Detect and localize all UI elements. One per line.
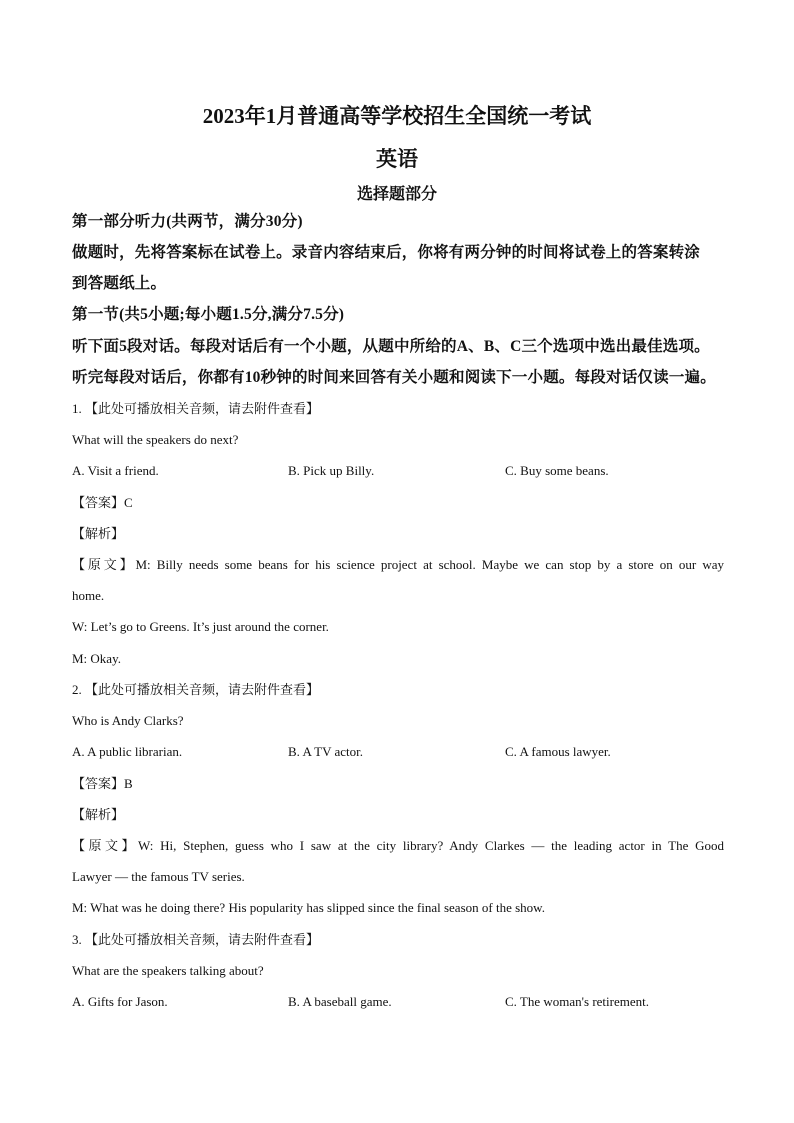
- directions-line-2: 听完每段对话后，你都有10秒钟的时间来回答有关小题和阅读下一小题。每段对话仅读一遍。: [72, 369, 716, 386]
- instruction-line-1: 做题时，先将答案标在试卷上。录音内容结束后，你将有两分钟的时间将试卷上的答案转涂: [72, 244, 701, 261]
- q2-option-a: A. A public librarian.: [72, 744, 183, 759]
- q2-script-line-2: Lawyer — the famous TV series.: [72, 869, 245, 884]
- q1-answer: 【答案】C: [72, 495, 133, 510]
- subject-title: 英语: [376, 147, 418, 171]
- q2-option-b: B. A TV actor.: [288, 744, 363, 759]
- q3-question: What are the speakers talking about?: [72, 963, 264, 978]
- q3-option-a: A. Gifts for Jason.: [72, 994, 168, 1009]
- q1-audio-link[interactable]: 1. 【此处可播放相关音频，请去附件查看】: [72, 401, 320, 416]
- instruction-line-2: 到答题纸上。: [72, 275, 167, 292]
- q2-question: Who is Andy Clarks?: [72, 713, 184, 728]
- q2-script-line-1: 【原文】W: Hi, Stephen, guess who I saw at the city library? Andy Clarkes — the leading actor in The Good: [72, 838, 724, 853]
- q3-option-c: C. The woman's retirement.: [505, 994, 649, 1009]
- q2-script-line-3: M: What was he doing there? His popularity has slipped since the final season of the show.: [72, 900, 545, 915]
- q1-option-a: A. Visit a friend.: [72, 463, 159, 478]
- q1-analysis: 【解析】: [72, 526, 125, 541]
- q1-option-b: B. Pick up Billy.: [288, 463, 375, 478]
- q1-script-line-4: M: Okay.: [72, 651, 121, 666]
- q1-option-c: C. Buy some beans.: [505, 463, 609, 478]
- q2-analysis: 【解析】: [72, 807, 125, 822]
- q3-audio-link[interactable]: 3. 【此处可播放相关音频，请去附件查看】: [72, 932, 320, 947]
- q1-script-line-1: 【原文】M: Billy needs some beans for his science project at school. Maybe we can stop by a store on our way: [72, 557, 724, 572]
- section-one-heading: 第一节(共5小题;每小题1.5分,满分7.5分): [72, 306, 345, 323]
- q3-option-b: B. A baseball game.: [288, 994, 392, 1009]
- q2-option-c: C. A famous lawyer.: [505, 744, 611, 759]
- q1-question: What will the speakers do next?: [72, 432, 239, 447]
- part-one-heading: 第一部分听力(共两节，满分30分): [72, 213, 303, 230]
- q1-script-line-2: home.: [72, 588, 105, 603]
- section-title: 选择题部分: [356, 186, 437, 203]
- q2-audio-link[interactable]: 2. 【此处可播放相关音频，请去附件查看】: [72, 682, 320, 697]
- q1-script-line-3: W: Let’s go to Greens. It’s just around the corner.: [72, 619, 329, 634]
- directions-line-1: 听下面5段对话。每段对话后有一个小题，从题中所给的A、B、C三个选项中选出最佳选项。: [72, 338, 710, 355]
- q2-answer: 【答案】B: [72, 776, 133, 791]
- exam-title: 2023年1月普通高等学校招生全国统一考试: [202, 104, 592, 128]
